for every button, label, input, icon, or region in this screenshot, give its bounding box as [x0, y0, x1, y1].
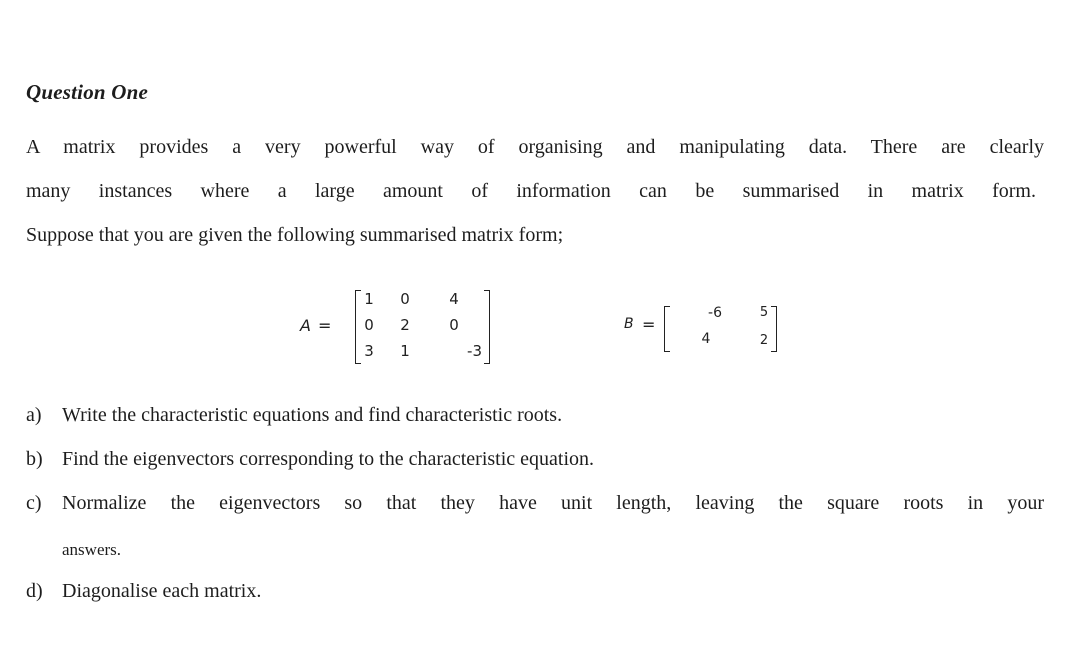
matrix-b-cell: 5 [759, 305, 769, 320]
question-a-label: a) [26, 404, 42, 426]
matrix-a-cell: 2 [400, 316, 410, 334]
matrix-b-left-bracket [664, 306, 670, 352]
matrix-b-cell: 2 [759, 333, 769, 348]
question-d-text: Diagonalise each matrix. [62, 580, 262, 602]
matrix-a-cell: 3 [364, 342, 374, 360]
question-a [26, 404, 562, 427]
matrix-a-label: A [300, 316, 311, 335]
question-b-text: Find the eigenvectors corresponding to the characteristic equation. [62, 448, 595, 470]
question-a-text: Write the characteristic equations and find characteristic roots. [62, 404, 563, 426]
question-c-continuation: answers. [62, 540, 122, 559]
matrix-a-cell: 0 [364, 316, 374, 334]
question-b-label: b) [26, 448, 43, 470]
matrix-b-equals: = [642, 315, 656, 334]
intro-line-1: A matrix provides a very powerful way of organising and manipulating data. There are clearly [26, 136, 1044, 158]
question-heading: Question One [26, 80, 149, 104]
matrix-a-cell: 0 [400, 290, 410, 308]
matrix-b-cell: -6 [708, 305, 722, 321]
matrix-b-label: B [624, 316, 634, 332]
matrix-a-cell: 4 [449, 290, 459, 308]
question-d-label: d) [26, 580, 43, 602]
matrix-b-right-bracket [771, 306, 777, 352]
matrix-a-right-bracket [484, 290, 490, 364]
matrix-a-cell: 0 [449, 316, 459, 334]
question-c [26, 492, 1044, 515]
matrix-a-cell: 1 [364, 290, 374, 308]
question-b [26, 448, 594, 471]
matrix-b-cell: 4 [701, 331, 711, 347]
matrix-a-left-bracket [355, 290, 361, 364]
question-c-text: Normalize the eigenvectors so that they have unit length, leaving the square roots in your [62, 492, 1044, 514]
matrix-a-cell: 1 [400, 342, 410, 360]
intro-line-2: many instances where a large amount of information can be summarised in matrix form. [26, 180, 1036, 202]
question-c-label: c) [26, 492, 42, 514]
intro-line-3: Suppose that you are given the following summarised matrix form; [26, 224, 564, 246]
matrix-a-cell: -3 [467, 342, 482, 360]
matrix-a-equals: = [318, 316, 332, 335]
question-d [26, 580, 261, 603]
